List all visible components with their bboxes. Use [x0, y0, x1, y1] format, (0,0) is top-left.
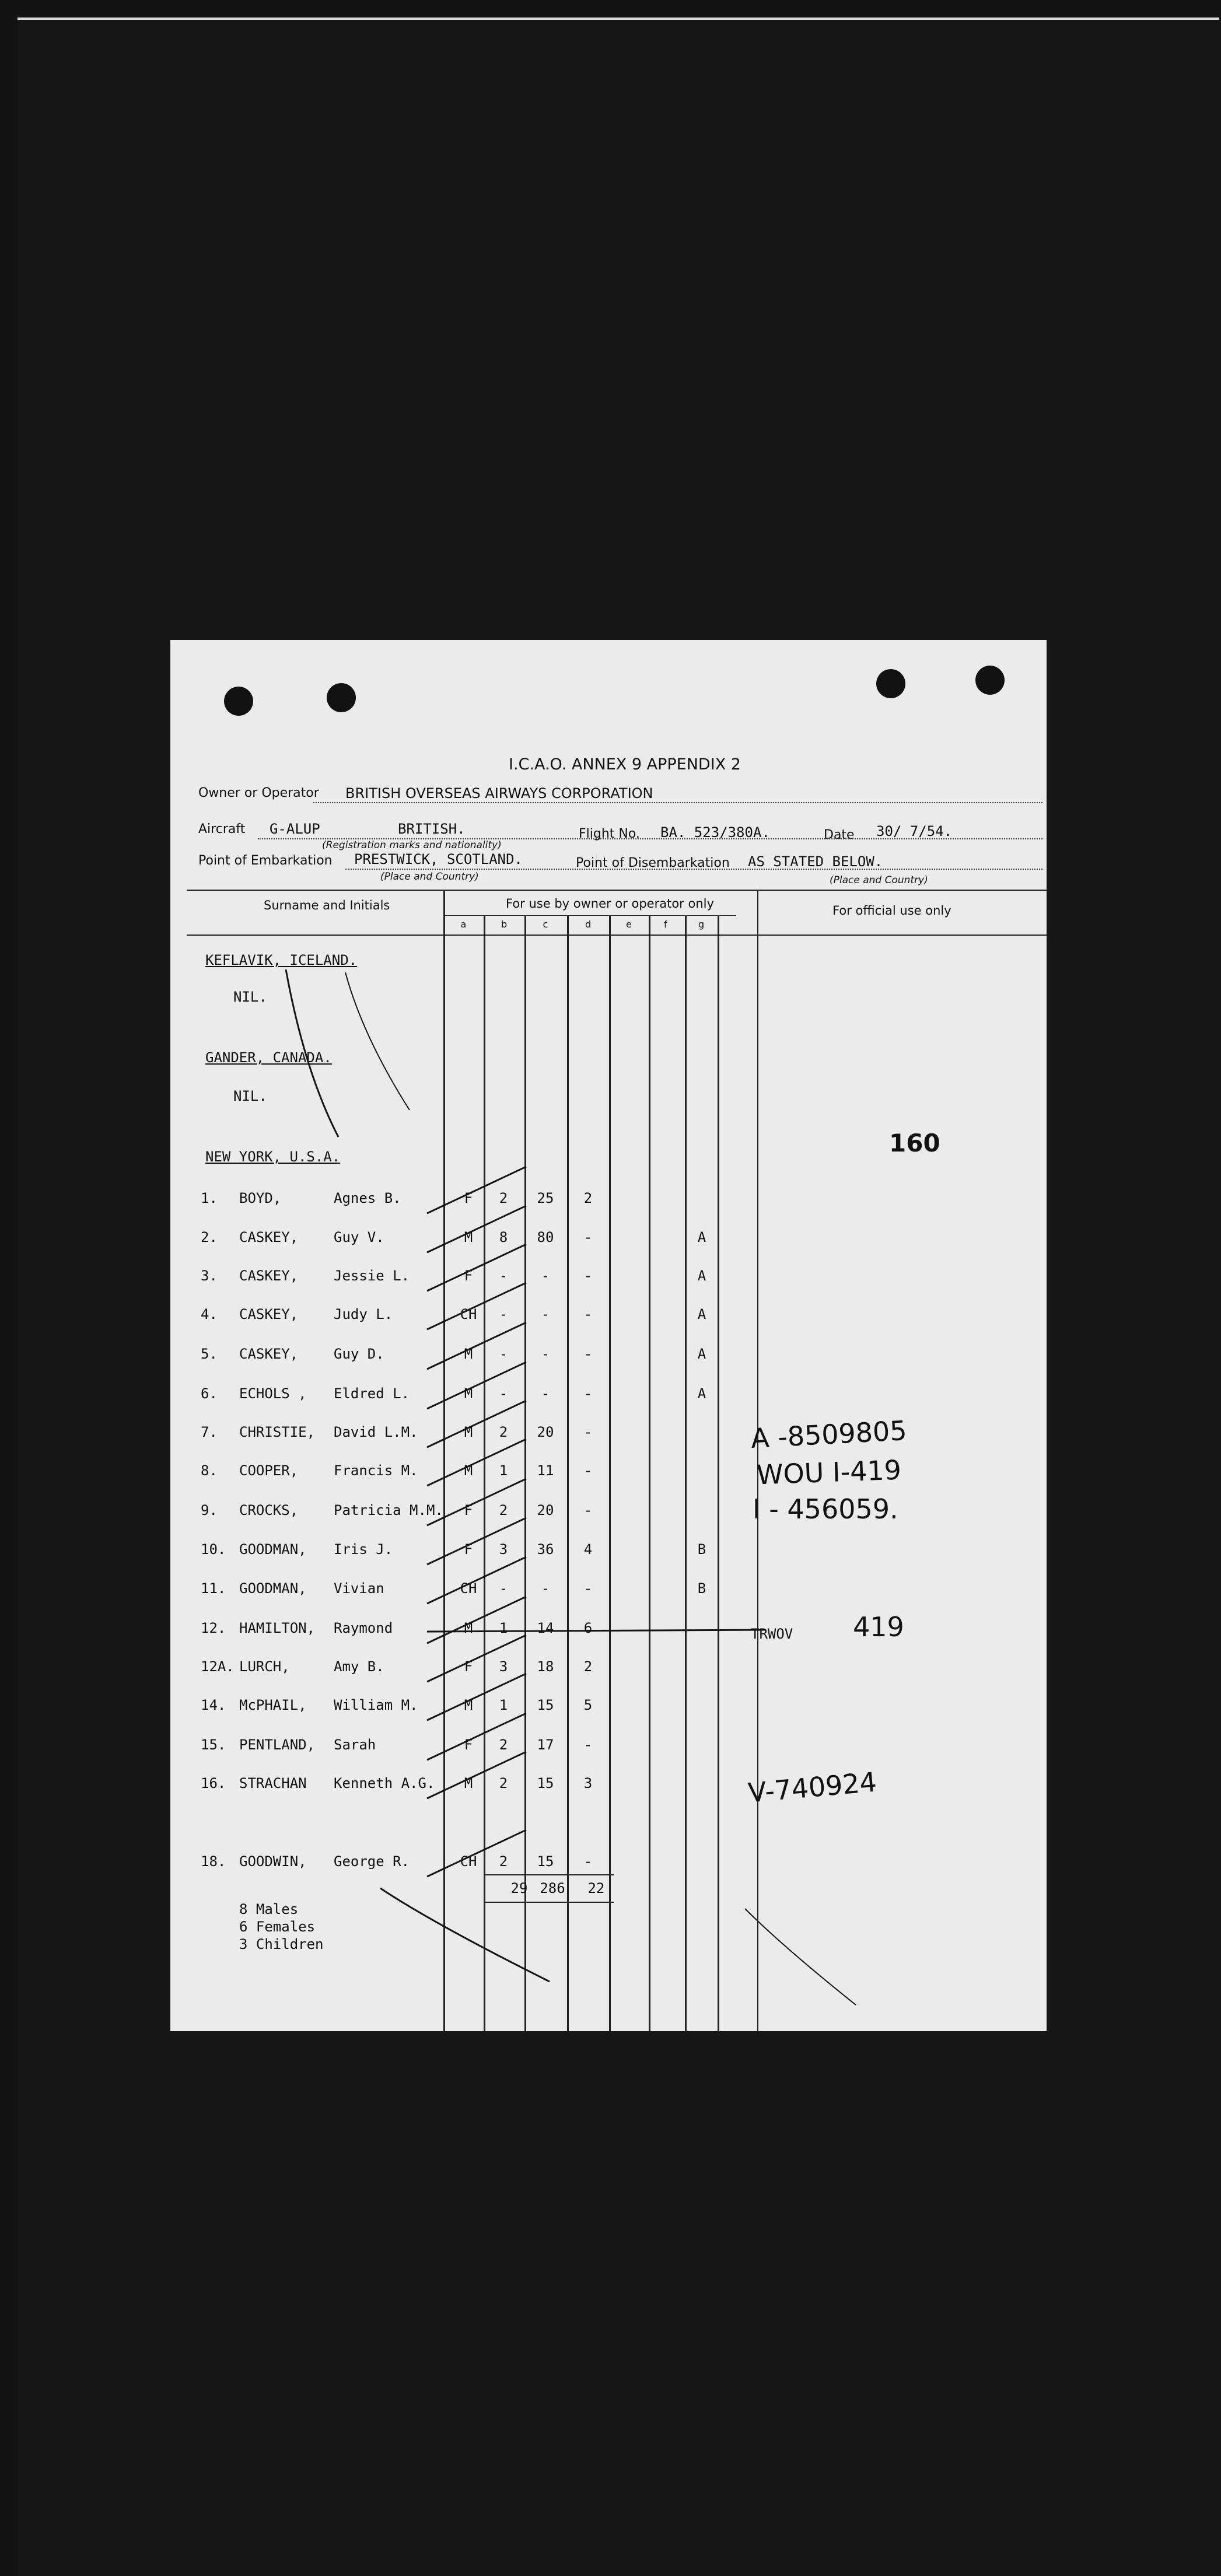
row-number: 15. [201, 1737, 226, 1753]
tick-mark [427, 1401, 526, 1447]
column-c: - [541, 1306, 550, 1322]
column-d: 2 [583, 1190, 593, 1206]
column-d: - [583, 1462, 593, 1479]
row-number: 3. [201, 1268, 218, 1284]
handwritten-note: WOU I-419 [756, 1454, 902, 1491]
tick-mark [427, 1439, 526, 1486]
row-number: 4. [201, 1306, 218, 1322]
sex-column-a: M [464, 1385, 473, 1402]
handwritten-note: A -8509805 [750, 1415, 908, 1454]
row-number: 14. [201, 1697, 226, 1713]
column-d: - [583, 1853, 593, 1870]
flight-value: BA. 523/380A. [660, 824, 770, 841]
column-d: - [583, 1229, 593, 1245]
passenger-surname: CASKEY, [239, 1268, 299, 1284]
column-c: 20 [537, 1424, 554, 1440]
row-number: 16. [201, 1775, 226, 1791]
aircraft-value: G-ALUP [270, 821, 320, 837]
passenger-manifest-page [170, 640, 1047, 2031]
tick-mark [427, 1518, 526, 1564]
column-c: - [541, 1346, 550, 1362]
column-f: B [697, 1580, 706, 1597]
summary-males: 8 Males [239, 1901, 299, 1917]
date-value: 30/ 7/54. [876, 823, 953, 839]
sex-column-a: F [464, 1268, 473, 1284]
row-number: 12. [201, 1620, 226, 1636]
passenger-given-names: George R. [334, 1853, 410, 1870]
column-b: 2 [499, 1424, 508, 1440]
passenger-surname: CASKEY, [239, 1229, 299, 1245]
embarkation-label: Point of Embarkation [198, 853, 333, 868]
surname-column-header: Surname and Initials [264, 898, 390, 912]
column-b: 3 [499, 1541, 508, 1558]
pen-stroke [427, 1630, 765, 1632]
passenger-given-names: David L.M. [334, 1424, 418, 1440]
row-number: 18. [201, 1853, 226, 1870]
column-c: 20 [537, 1502, 554, 1518]
sex-column-a: M [464, 1346, 473, 1362]
column-b: 2 [499, 1775, 508, 1791]
row-number: 11. [201, 1580, 226, 1597]
column-b: 2 [499, 1502, 508, 1518]
tick-mark [427, 1206, 526, 1252]
row-12-stamp: TRWOV [751, 1626, 793, 1642]
tick-mark [427, 1244, 526, 1291]
pen-marks [170, 640, 1047, 2031]
row-number: 5. [201, 1346, 218, 1362]
official-use-column-header: For official use only [832, 904, 951, 918]
column-f: A [697, 1385, 706, 1402]
owner-use-column-header: For use by owner or operator only [506, 897, 714, 911]
subcolumn-letter: a [460, 919, 467, 930]
passenger-surname: HAMILTON, [239, 1620, 316, 1636]
subcolumn-letter: b [501, 919, 508, 930]
column-b: 1 [499, 1697, 508, 1713]
section-nil: NIL. [233, 1088, 267, 1104]
handwritten-note: I - 456059. [753, 1493, 898, 1525]
section-heading-gander: GANDER, CANADA. [205, 1049, 332, 1066]
passenger-surname: STRACHAN [239, 1775, 307, 1791]
passenger-given-names: Patricia M.M. [334, 1502, 443, 1518]
tick-mark [427, 1597, 526, 1643]
disembarkation-label: Point of Disembarkation [576, 856, 730, 870]
passenger-surname: GOODWIN, [239, 1853, 307, 1870]
passenger-given-names: Amy B. [334, 1658, 384, 1675]
column-f: A [697, 1229, 706, 1245]
passenger-surname: CROCKS, [239, 1502, 299, 1518]
pen-stroke [745, 1909, 856, 2005]
summary-children: 3 Children [239, 1936, 324, 1952]
tick-mark [427, 1674, 526, 1720]
handwritten-note: V-740924 [747, 1766, 878, 1809]
row-number: 8. [201, 1462, 218, 1479]
column-b: - [499, 1268, 508, 1284]
column-c: 25 [537, 1190, 554, 1206]
passenger-surname: ECHOLS , [239, 1385, 307, 1402]
passenger-surname: CASKEY, [239, 1306, 299, 1322]
row-number: 7. [201, 1424, 218, 1440]
section-heading-keflavik: KEFLAVIK, ICELAND. [205, 952, 358, 968]
owner-label: Owner or Operator [198, 786, 319, 800]
passenger-given-names: Guy D. [334, 1346, 384, 1362]
passenger-surname: McPHAIL, [239, 1697, 307, 1713]
column-c: - [541, 1385, 550, 1402]
pen-stroke [345, 972, 410, 1110]
tick-mark [427, 1283, 526, 1329]
subcolumn-letter: c [543, 919, 548, 930]
passenger-surname: GOODMAN, [239, 1541, 307, 1558]
column-c: 36 [537, 1541, 554, 1558]
summary-females: 6 Females [239, 1919, 316, 1935]
disembarkation-note: (Place and Country) [830, 874, 928, 886]
sex-column-a: F [464, 1541, 473, 1558]
column-b: - [499, 1385, 508, 1402]
registration-note: (Registration marks and nationality) [322, 839, 502, 851]
passenger-surname: GOODMAN, [239, 1580, 307, 1597]
column-b: 2 [499, 1737, 508, 1753]
column-d: - [583, 1306, 593, 1322]
sex-column-a: M [464, 1424, 473, 1440]
form-title: I.C.A.O. ANNEX 9 APPENDIX 2 [509, 755, 741, 774]
column-f: A [697, 1306, 706, 1322]
column-d: - [583, 1502, 593, 1518]
column-d: - [583, 1346, 593, 1362]
column-d: - [583, 1385, 593, 1402]
column-c: 17 [537, 1737, 554, 1753]
subcolumn-letter: d [585, 919, 592, 930]
tick-mark [427, 1830, 526, 1877]
sex-column-a: M [464, 1775, 473, 1791]
column-d: 2 [583, 1658, 593, 1675]
sex-column-a: M [464, 1229, 473, 1245]
passenger-given-names: Eldred L. [334, 1385, 410, 1402]
tick-mark [427, 1752, 526, 1798]
subcolumn-letter: e [626, 919, 632, 930]
column-c: - [541, 1268, 550, 1284]
row-number: 1. [201, 1190, 218, 1206]
column-d: - [583, 1737, 593, 1753]
column-d: 4 [583, 1541, 593, 1558]
total-b: 29 [510, 1880, 528, 1896]
passenger-given-names: Iris J. [334, 1541, 393, 1558]
column-b: 2 [499, 1190, 508, 1206]
passenger-surname: PENTLAND, [239, 1737, 316, 1753]
column-c: 80 [537, 1229, 554, 1245]
sex-column-a: F [464, 1737, 473, 1753]
sex-column-a: CH [460, 1580, 477, 1597]
passenger-given-names: Judy L. [334, 1306, 393, 1322]
passenger-given-names: Sarah [334, 1737, 376, 1753]
section-heading-new-york: NEW YORK, U.S.A. [205, 1149, 341, 1165]
column-c: 15 [537, 1853, 554, 1870]
sex-column-a: F [464, 1190, 473, 1206]
passenger-given-names: William M. [334, 1697, 418, 1713]
column-b: 3 [499, 1658, 508, 1675]
total-d: 22 [587, 1880, 605, 1896]
passenger-surname: COOPER, [239, 1462, 299, 1479]
column-f: A [697, 1268, 706, 1284]
sex-column-a: M [464, 1620, 473, 1636]
sex-column-a: M [464, 1697, 473, 1713]
subcolumn-letter: g [698, 919, 705, 930]
total-c: 286 [540, 1880, 565, 1896]
tick-mark [427, 1635, 526, 1682]
owner-value: BRITISH OVERSEAS AIRWAYS CORPORATION [345, 785, 653, 802]
nationality-value: BRITISH. [398, 821, 466, 837]
disembarkation-value: AS STATED BELOW. [748, 853, 883, 870]
passenger-given-names: Guy V. [334, 1229, 384, 1245]
column-d: - [583, 1424, 593, 1440]
sex-column-a: F [464, 1658, 473, 1675]
column-b: 2 [499, 1853, 508, 1870]
tick-mark [427, 1713, 526, 1760]
row-number: 2. [201, 1229, 218, 1245]
row-number: 10. [201, 1541, 226, 1558]
column-d: - [583, 1268, 593, 1284]
passenger-surname: CHRISTIE, [239, 1424, 316, 1440]
column-b: 8 [499, 1229, 508, 1245]
passenger-given-names: Agnes B. [334, 1190, 401, 1206]
handwritten-note: 419 [853, 1611, 904, 1643]
row-number: 9. [201, 1502, 218, 1518]
passenger-given-names: Francis M. [334, 1462, 418, 1479]
passenger-surname: LURCH, [239, 1658, 290, 1675]
column-f: B [697, 1541, 706, 1558]
column-b: - [499, 1580, 508, 1597]
passenger-given-names: Vivian [334, 1580, 384, 1597]
sex-column-a: CH [460, 1306, 477, 1322]
passenger-surname: BOYD, [239, 1190, 282, 1206]
column-c: 11 [537, 1462, 554, 1479]
tick-mark [427, 1557, 526, 1604]
passenger-given-names: Kenneth A.G. [334, 1775, 435, 1791]
column-c: - [541, 1580, 550, 1597]
column-d: - [583, 1580, 593, 1597]
column-b: 1 [499, 1620, 508, 1636]
column-d: 3 [583, 1775, 593, 1791]
tick-mark [427, 1479, 526, 1525]
passenger-given-names: Jessie L. [334, 1268, 410, 1284]
column-b: 1 [499, 1462, 508, 1479]
aircraft-label: Aircraft [198, 822, 246, 836]
column-d: 5 [583, 1697, 593, 1713]
row-number: 12A. [201, 1658, 235, 1675]
column-c: 15 [537, 1775, 554, 1791]
page-number: 160 [889, 1129, 940, 1157]
pen-stroke [286, 970, 338, 1137]
column-c: 15 [537, 1697, 554, 1713]
passenger-given-names: Raymond [334, 1620, 393, 1636]
column-f: A [697, 1346, 706, 1362]
tick-mark [427, 1362, 526, 1409]
sex-column-a: CH [460, 1853, 477, 1870]
column-b: - [499, 1306, 508, 1322]
column-b: - [499, 1346, 508, 1362]
subcolumn-letter: f [664, 919, 667, 930]
column-c: 18 [537, 1658, 554, 1675]
sex-column-a: F [464, 1502, 473, 1518]
pen-stroke [380, 1888, 550, 1982]
date-label: Date [824, 828, 855, 842]
sex-column-a: M [464, 1462, 473, 1479]
column-c: 14 [537, 1620, 554, 1636]
embarkation-note: (Place and Country) [380, 871, 479, 883]
embarkation-value: PRESTWICK, SCOTLAND. [354, 851, 523, 867]
tick-mark [427, 1322, 526, 1369]
tick-mark [427, 1167, 526, 1213]
section-nil: NIL. [233, 989, 267, 1005]
row-number: 6. [201, 1385, 218, 1402]
flight-label: Flight No. [579, 827, 640, 841]
passenger-surname: CASKEY, [239, 1346, 299, 1362]
column-d: 6 [583, 1620, 593, 1636]
